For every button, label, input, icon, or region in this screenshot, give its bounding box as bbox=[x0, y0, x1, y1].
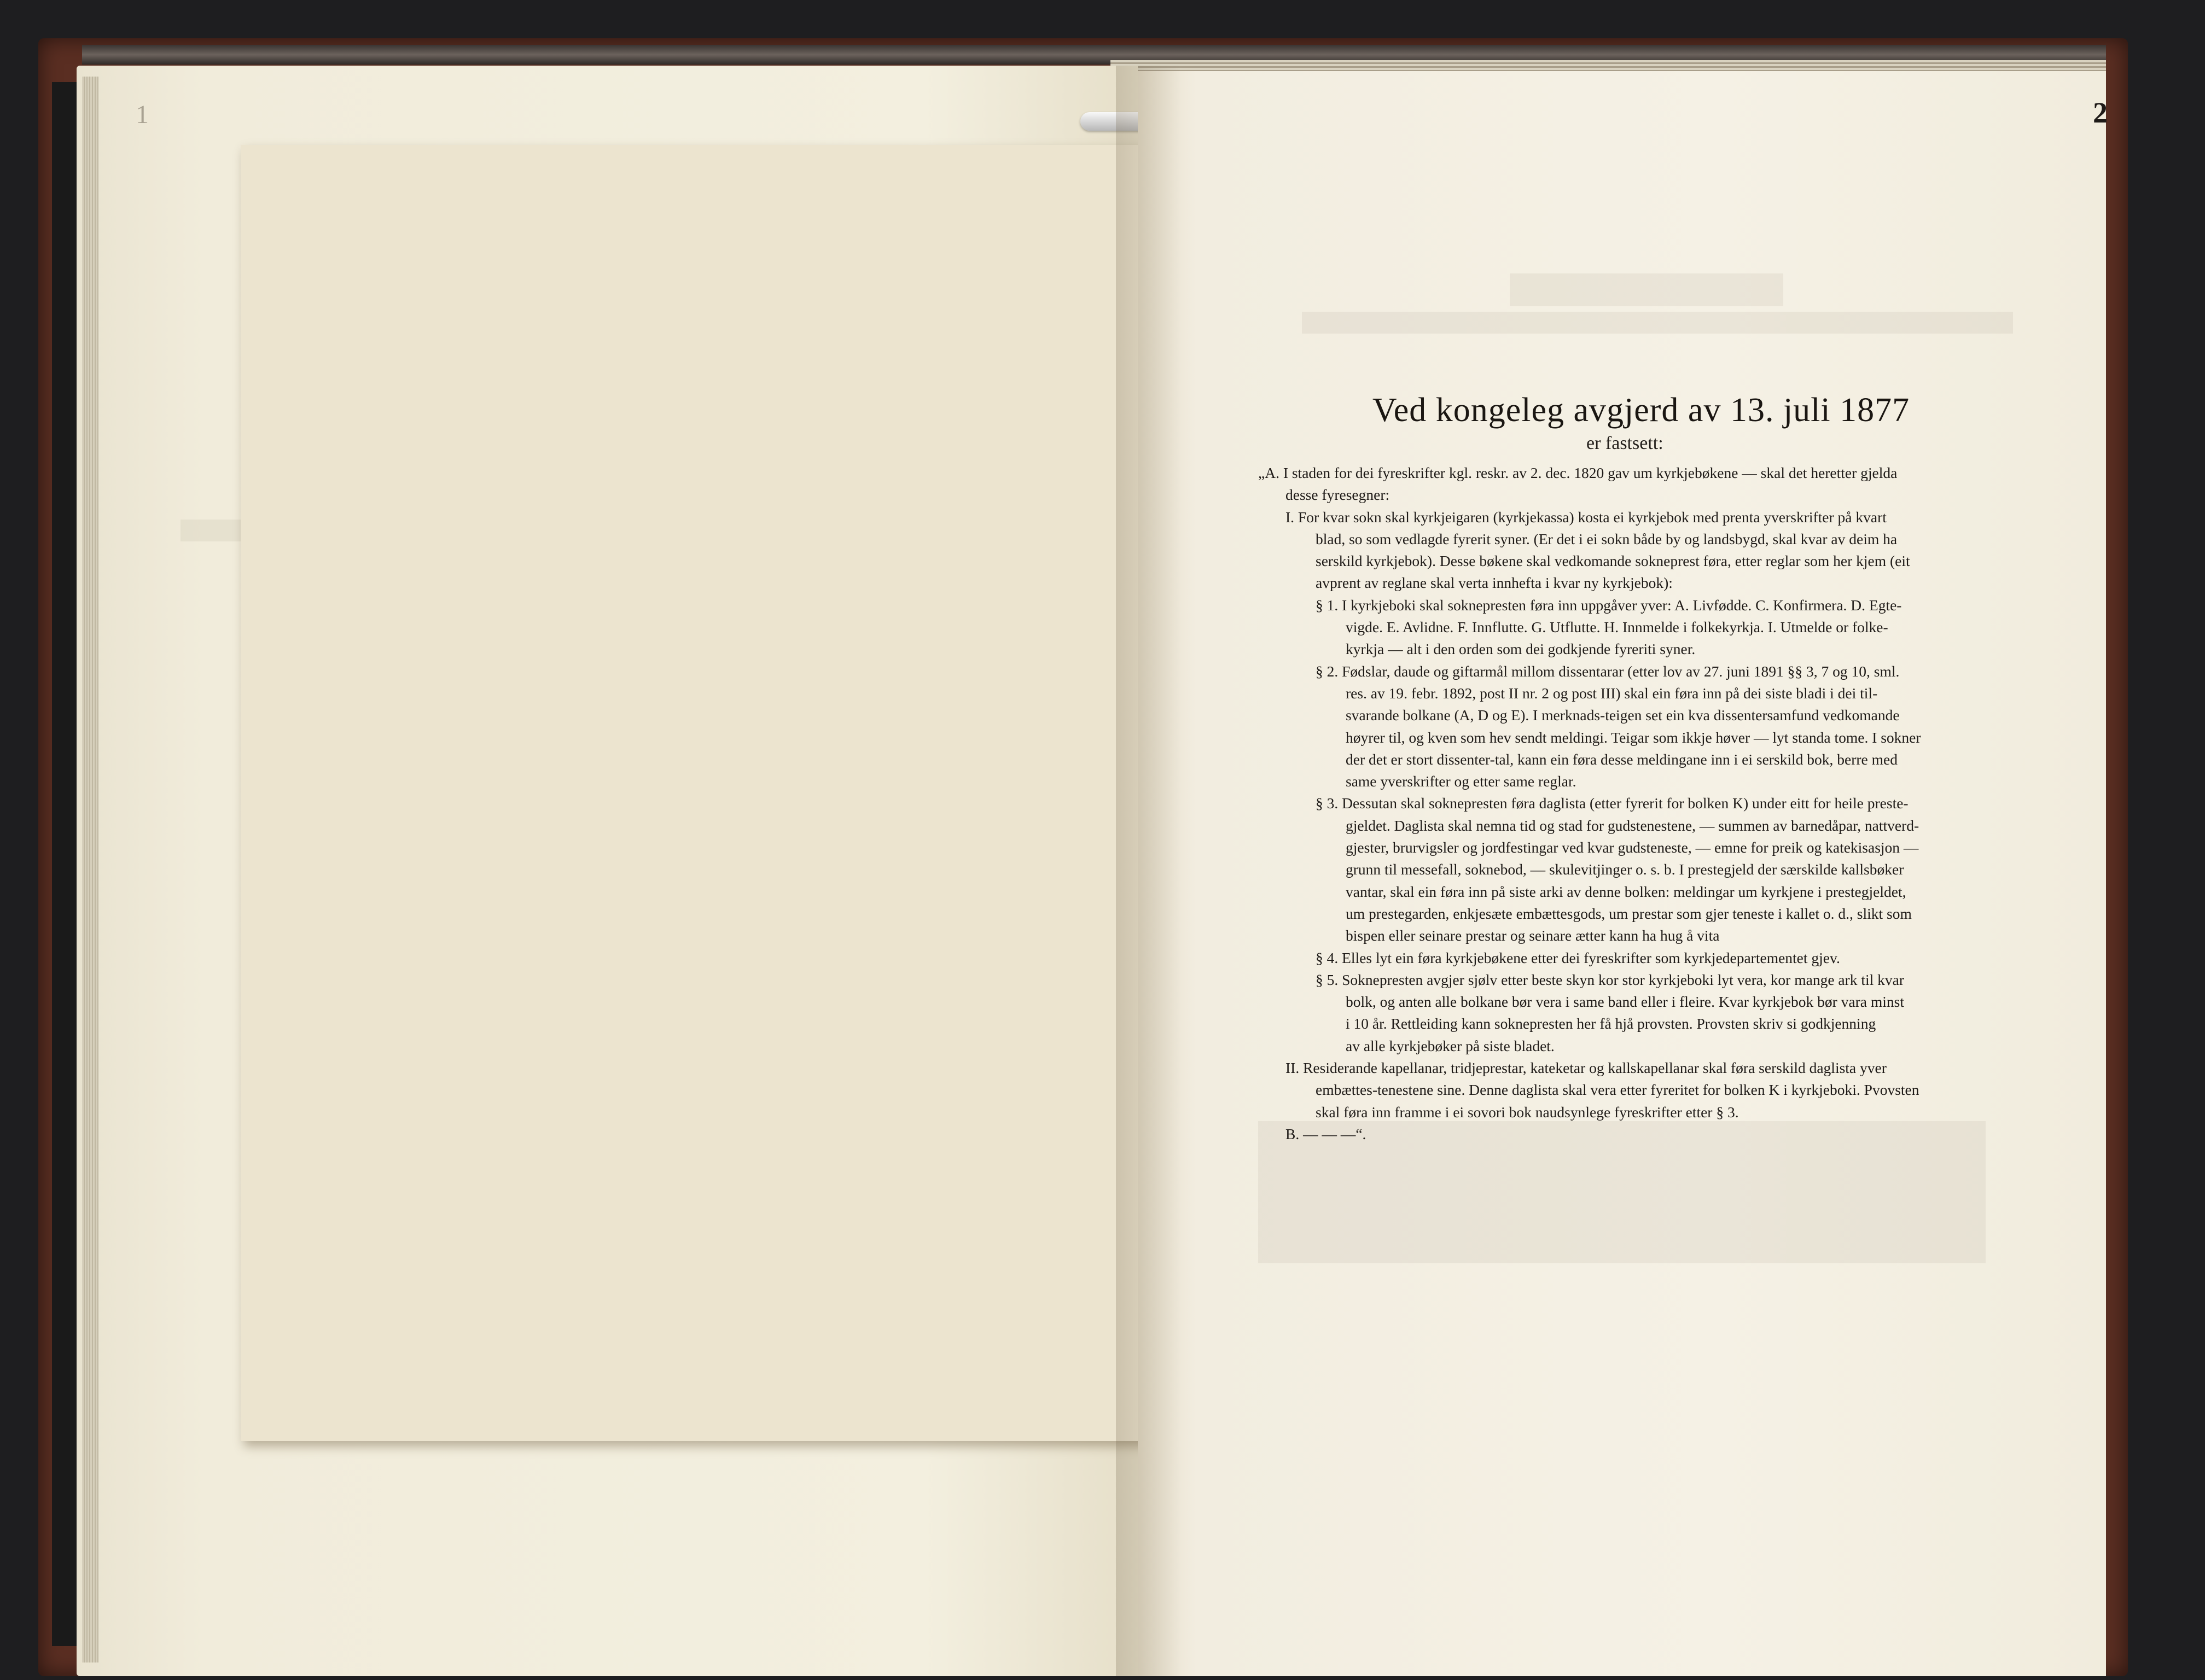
text-line: blad, so som vedlagde fyrerit syner. (Er det i ei sokn både by og landsbygd, skal kvar av deim ha bbox=[1316, 530, 1898, 547]
text-line: vantar, skal ein føra inn på siste arki av denne bolken: meldingar um kyrkjene i prestegjeldet, bbox=[1346, 883, 1906, 900]
text-line: § 5. Soknepresten avgjer sjølv etter beste skyn kor stor kyrkjeboki lyt vera, kor mange ark til kvar bbox=[1316, 971, 1905, 988]
text-line: desse fyresegner: bbox=[1285, 486, 1390, 504]
text-line: § 3. Dessutan skal soknepresten føra daglista (etter fyrerit for bolken K) under eitt for heile preste- bbox=[1316, 795, 1909, 812]
text-line: av alle kyrkjebøker på siste bladet. bbox=[1346, 1037, 1555, 1054]
gutter-shadow bbox=[1116, 66, 1182, 1676]
text-line: res. av 19. febr. 1892, post II nr. 2 og post III) skal ein føra inn på dei siste bladi i dei til- bbox=[1346, 684, 1878, 702]
text-line: skal føra inn framme i ei sovori bok naudsynlege fyreskrifter etter § 3. bbox=[1316, 1103, 1739, 1121]
text-line: der det er stort dissenter-tal, kann ein føra desse meldingane inn i ei serskild bok, berre med bbox=[1346, 750, 1898, 768]
text-line: II. Residerande kapellanar, tridjeprestar, kateketar og kallskapellanar skal føra serskild daglista yver bbox=[1285, 1059, 1887, 1077]
show-through-block bbox=[181, 520, 241, 541]
document-heading: Ved kongeleg avgjerd av 13. juli 1877 bbox=[1372, 392, 1910, 429]
text-line: bolk, og anten alle bolkane bør vera i same band eller i fleire. Kvar kyrkjebok bør vara minst bbox=[1346, 993, 1904, 1011]
text-line: grunn til messefall, soknebod, — skulevitjinger o. s. b. I prestegjeld der særskilde kallsbøker bbox=[1346, 861, 1904, 878]
text-line: gjester, brurvigsler og jordfestingar ved kvar gudsteneste, — emne for preik og katekisasjon — bbox=[1346, 839, 1919, 856]
text-line: avprent av reglane skal verta innhefta i kvar ny kyrkjebok): bbox=[1316, 574, 1673, 592]
text-line: svarande bolkane (A, D og E). I merknads-teigen set ein kva dissentersamfund vedkomande bbox=[1346, 707, 1900, 724]
text-line: vigde. E. Avlidne. F. Innflutte. G. Utflutte. H. Innmelde i folkekyrkja. I. Utmelde or folke- bbox=[1346, 619, 1888, 636]
text-line: embættes-tenestene sine. Denne daglista skal vera etter fyreritet for bolken K i kyrkjeboki. Pvovsten bbox=[1316, 1081, 1919, 1099]
text-line: same yverskrifter og etter same reglar. bbox=[1346, 773, 1576, 790]
left-page-corner-mark: 1 bbox=[136, 100, 149, 129]
show-through-block bbox=[1302, 312, 2013, 334]
text-line: I. For kvar sokn skal kyrkjeigaren (kyrkjekassa) kosta ei kyrkjebok med prenta yverskrifter på kvart bbox=[1285, 508, 1887, 526]
text-line: „A. I staden for dei fyreskrifter kgl. reskr. av 2. dec. 1820 gav um kyrkjebøkene — skal det heretter gjelda bbox=[1258, 464, 1898, 481]
text-line: bispen eller seinare prestar og seinare ætter kann ha hug å vita bbox=[1346, 927, 1720, 944]
left-page-edges bbox=[82, 77, 98, 1662]
text-line: § 4. Elles lyt ein føra kyrkjebøkene etter dei fyreskrifter som kyrkjedepartementet gjev. bbox=[1316, 949, 1840, 966]
show-through-block bbox=[1510, 273, 1783, 306]
inserted-blank-sheet bbox=[241, 145, 1165, 1441]
text-line: kyrkja — alt i den orden som dei godkjende fyreriti syner. bbox=[1346, 640, 1696, 658]
text-line: § 1. I kyrkjeboki skal soknepresten føra inn uppgåver yver: A. Livfødde. C. Konfirmera. D. Egte- bbox=[1316, 596, 1902, 614]
text-line: § 2. Fødslar, daude og giftarmål millom dissentarar (etter lov av 27. juni 1891 §§ 3, 7 og 10, sml. bbox=[1316, 662, 1900, 680]
text-line: serskild kyrkjebok). Desse bøkene skal vedkomande sokneprest føra, etter reglar som her kjem (eit bbox=[1316, 552, 1910, 570]
text-line: i 10 år. Rettleiding kann soknepresten her få hjå provsten. Provsten skriv si godkjenning bbox=[1346, 1015, 1876, 1032]
text-line: um prestegarden, enkjesæte embættesgods, um prestar som gjer teneste i kallet o. d., slikt som bbox=[1346, 905, 1912, 922]
text-line: gjeldet. Daglista skal nemna tid og stad for gudstenestene, — summen av barnedåpar, nattverd- bbox=[1346, 816, 1919, 834]
decree-text bbox=[1258, 462, 1958, 1145]
text-line: B. — — —“. bbox=[1285, 1125, 1366, 1142]
page-number: 2 bbox=[2093, 96, 2108, 129]
text-line: høyrer til, og kven som hev sendt meldingi. Teigar som ikkje høver — lyt standa tome. I sokner bbox=[1346, 728, 1921, 746]
document-subheading: er fastsett: bbox=[1586, 433, 1663, 453]
